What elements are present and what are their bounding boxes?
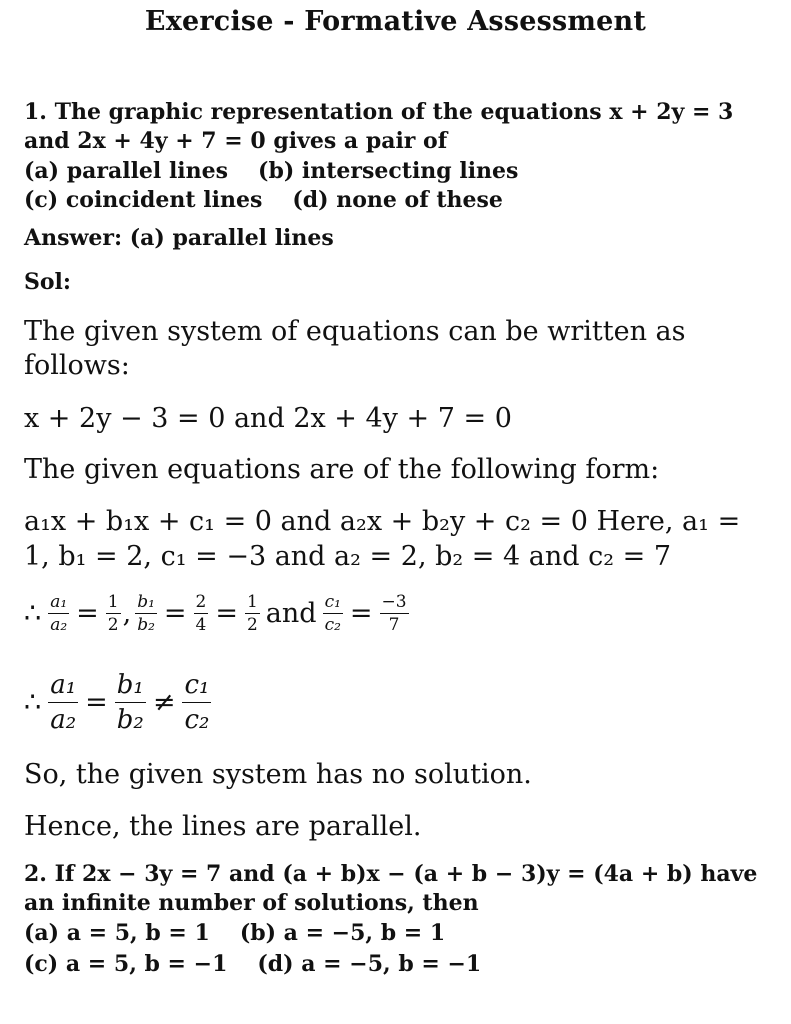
fraction-c1-c2	[182, 668, 211, 737]
question-2-text-line2: an infinite number of solutions, then	[24, 890, 479, 916]
numerator: 2	[195, 592, 207, 612]
option-d: (d) none of these	[292, 187, 503, 213]
solution-para1-line1: The given system of equations can be written as	[24, 316, 686, 347]
option-c: (c) a = 5, b = −1	[24, 951, 228, 977]
solution-para2: The given equations are of the following form:	[24, 454, 660, 485]
option-a: (a) parallel lines	[24, 158, 229, 184]
numerator: −3	[381, 592, 407, 612]
numerator: b₁	[115, 668, 146, 703]
numerator: 1	[107, 592, 119, 612]
question-2-text-line1: 2. If 2x − 3y = 7 and (a + b)x − (a + b − 3)y = (4a + b) have	[24, 861, 758, 887]
numerator: a₁	[48, 668, 78, 703]
numerator: c₁	[182, 668, 211, 703]
not-equal-sign: ≠	[152, 686, 176, 718]
fraction-minus3-7	[380, 591, 409, 636]
conclusion-line-2: Hence, the lines are parallel.	[24, 811, 422, 842]
therefore-symbol: ∴	[24, 686, 42, 718]
solution-para1-line2: follows:	[24, 350, 130, 381]
ratio-line-1	[24, 591, 411, 636]
fraction-1-2	[106, 591, 121, 636]
solution-label: Sol:	[24, 269, 72, 295]
option-b: (b) intersecting lines	[258, 158, 519, 184]
question-2-options-row1	[24, 919, 445, 948]
equals-sign: =	[215, 597, 238, 629]
option-d: (d) a = −5, b = −1	[257, 951, 482, 977]
denominator: 2	[107, 615, 119, 635]
denominator: c₂	[324, 615, 341, 635]
option-b: (b) a = −5, b = 1	[239, 920, 446, 946]
numerator: a₁	[50, 592, 68, 612]
numerator: 1	[246, 592, 258, 612]
denominator: c₂	[184, 705, 210, 735]
fraction-a1-a2	[48, 591, 69, 636]
denominator: 7	[388, 615, 400, 635]
therefore-symbol: ∴	[24, 597, 42, 629]
answer-line: Answer: (a) parallel lines	[24, 225, 334, 251]
question-2-options-row2	[24, 950, 481, 979]
question-1-options-row1	[24, 157, 518, 186]
equals-sign: =	[76, 597, 99, 629]
general-form-line1: a₁x + b₁x + c₁ = 0 and a₂x + b₂y + c₂ = 0 Here, a₁ =	[24, 506, 741, 537]
equations-line: x + 2y − 3 = 0 and 2x + 4y + 7 = 0	[24, 403, 512, 434]
equals-sign: =	[349, 597, 373, 629]
fraction-c1-c2	[323, 591, 343, 636]
and-word: and	[265, 597, 317, 629]
denominator: b₂	[137, 615, 155, 635]
comma: ,	[122, 597, 132, 629]
denominator: 2	[246, 615, 258, 635]
numerator: c₁	[324, 592, 341, 612]
fraction-1-2	[245, 591, 260, 636]
numerator: b₁	[137, 592, 155, 612]
option-a: (a) a = 5, b = 1	[24, 920, 210, 946]
denominator: b₂	[116, 705, 144, 735]
ratio-line-2	[24, 668, 213, 737]
fraction-b1-b2	[135, 591, 157, 636]
conclusion-line-1: So, the given system has no solution.	[24, 759, 532, 790]
general-form-line2: 1, b₁ = 2, c₁ = −3 and a₂ = 2, b₂ = 4 and c₂ = 7	[24, 541, 672, 572]
page-title: Exercise - Formative Assessment	[144, 6, 647, 37]
option-c: (c) coincident lines	[24, 187, 263, 213]
denominator: 4	[195, 615, 207, 635]
denominator: a₂	[50, 615, 68, 635]
question-1-text-line2: and 2x + 4y + 7 = 0 gives a pair of	[24, 128, 448, 154]
equals-sign: =	[163, 597, 187, 629]
fraction-2-4	[194, 591, 209, 636]
equals-sign: =	[85, 686, 108, 718]
fraction-b1-b2	[115, 668, 146, 737]
question-1-text-line1: 1. The graphic representation of the equations x + 2y = 3	[24, 99, 734, 125]
question-1-options-row2	[24, 186, 503, 215]
fraction-a1-a2	[48, 668, 78, 737]
denominator: a₂	[50, 705, 77, 735]
